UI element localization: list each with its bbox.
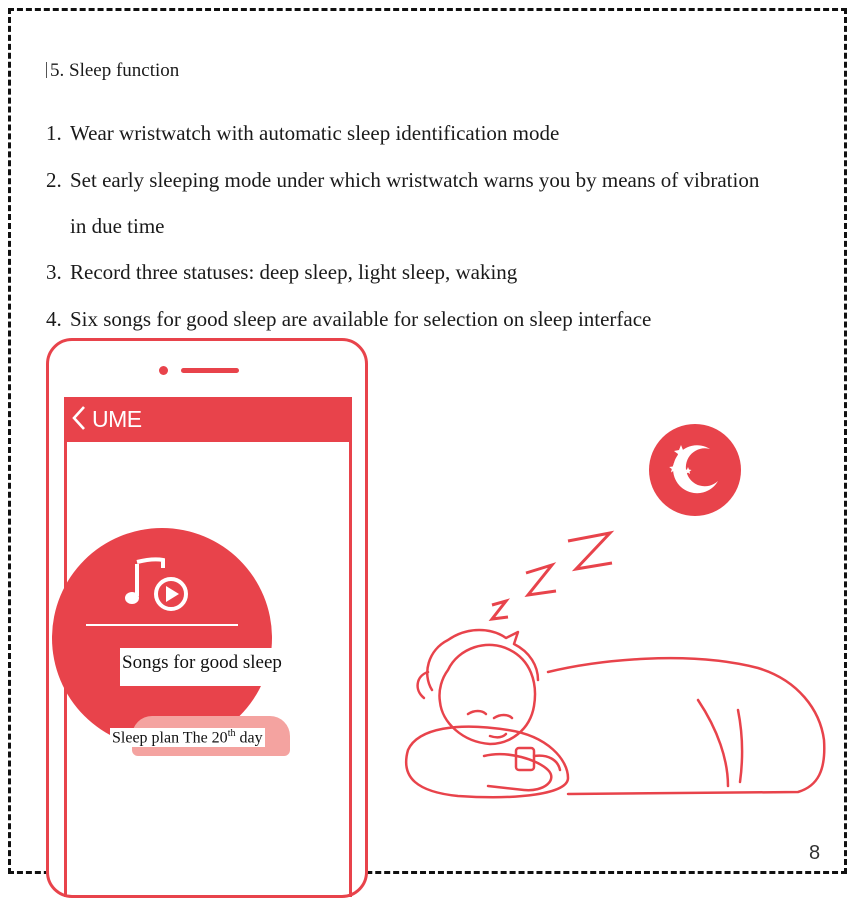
sleep-plan-superscript: th: [227, 728, 236, 739]
feature-number: 4.: [46, 307, 62, 331]
sleep-plan-label: [110, 728, 265, 747]
feature-item: [46, 110, 836, 157]
feature-text: Record three statuses: deep sleep, light sleep, waking: [70, 260, 518, 284]
feature-item: [46, 157, 836, 249]
progress-line: [86, 624, 238, 626]
app-title: UME: [92, 406, 142, 432]
section-title-text: 5. Sleep function: [50, 60, 180, 81]
page-number: 8: [809, 842, 821, 864]
feature-number: 1.: [46, 121, 62, 145]
section-title: [46, 60, 179, 82]
app-header: [64, 397, 352, 442]
text-cursor: [46, 62, 47, 78]
music-player-circle[interactable]: [52, 528, 272, 748]
music-note-play-icon[interactable]: [125, 554, 195, 619]
moon-stars-icon: [648, 423, 742, 522]
phone-speaker: [181, 368, 239, 373]
feature-number: 2.: [46, 168, 62, 192]
feature-item: [46, 296, 836, 343]
songs-label[interactable]: Songs for good sleep: [120, 648, 310, 686]
sleep-plan-text: Sleep plan The 20: [112, 729, 228, 747]
feature-list: [46, 110, 836, 343]
phone-camera-dot: [159, 366, 168, 375]
feature-item: [46, 249, 836, 296]
chevron-left-icon[interactable]: [70, 405, 88, 437]
feature-text-continued: in due time: [70, 214, 165, 238]
feature-text: Set early sleeping mode under which wristwatch warns you by means of vibration: [70, 168, 760, 192]
feature-number: 3.: [46, 260, 62, 284]
sleeping-boy-illustration: [398, 610, 828, 805]
sleep-plan-suffix: day: [235, 729, 263, 747]
feature-text: Wear wristwatch with automatic sleep identification mode: [70, 121, 560, 145]
feature-text: Six songs for good sleep are available for selection on sleep interface: [70, 307, 652, 331]
